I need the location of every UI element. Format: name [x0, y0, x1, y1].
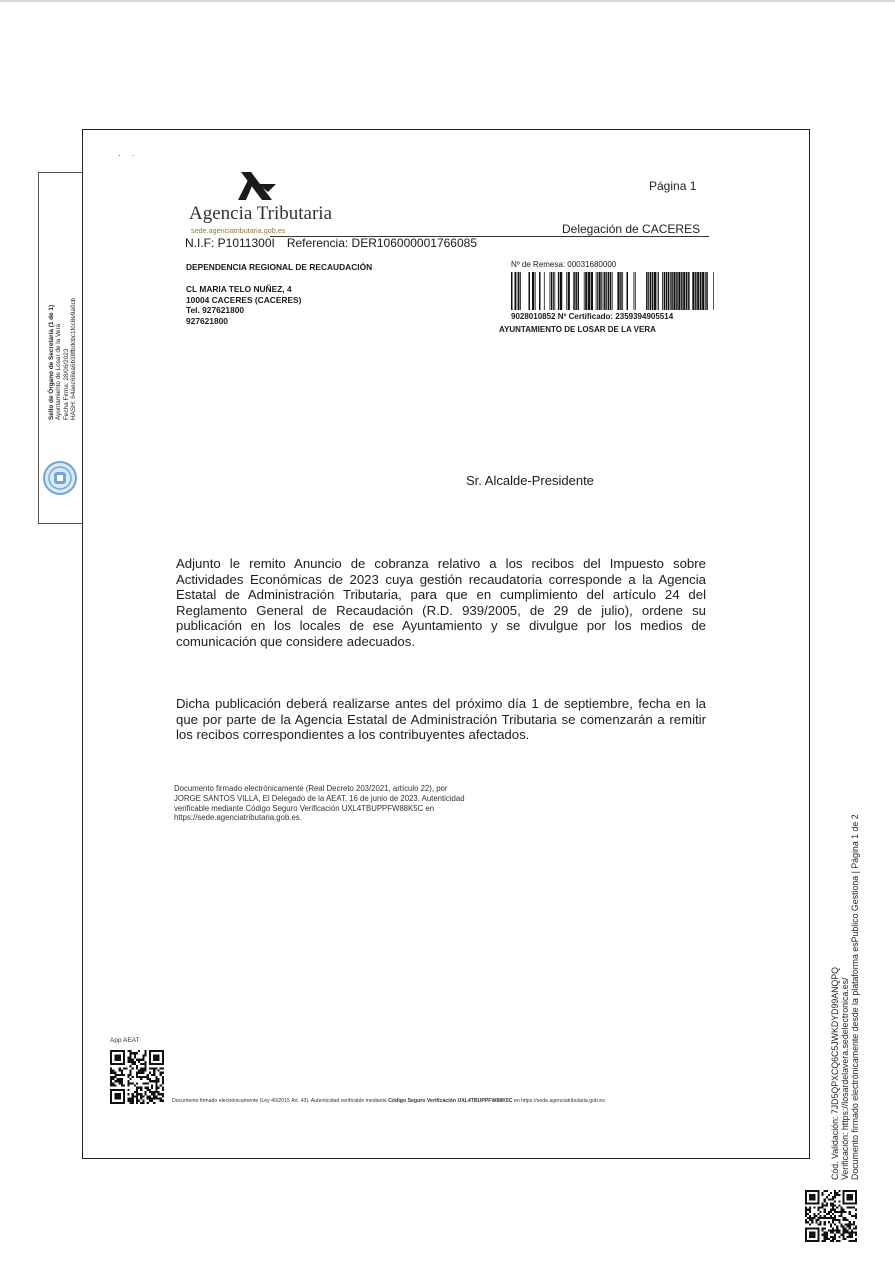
electronic-signature — [174, 784, 544, 823]
certificate-number: 9028010852 Nº Certificado: 2359394905514 — [511, 312, 674, 321]
nif: N.I.F: P1011300I — [185, 236, 275, 250]
agency-name: Agencia Tributaria — [189, 203, 333, 224]
recipient-name: AYUNTAMIENTO DE LOSAR DE LA VERA — [499, 325, 656, 334]
qr-code-icon — [110, 1050, 164, 1104]
sender-office: DEPENDENCIA REGIONAL DE RECAUDACIÓN — [186, 262, 373, 272]
validation-qr-code-icon — [805, 1190, 857, 1242]
body-paragraph-2: Dicha publicación deberá realizarse antes del próximo día 1 de septiembre, fecha en la que por parte de la Agencia Estatal de Administración Tributaria se comenzarán a remitir los recibos correspondientes a los contribuyentes afectados. — [176, 696, 706, 743]
validation-block — [830, 790, 860, 1180]
validation-line: Cód. Validación: 7JD5QPXCQ6C5JWKDYD99ANQPQ — [830, 967, 840, 1180]
reference: Referencia: DER106000001766085 — [286, 236, 477, 250]
footer-url: en https://sede.agenciatributaria.gob.es — [512, 1098, 605, 1104]
barcode-icon — [511, 272, 714, 310]
validation-line: Documento firmado electrónicamente desde la plataforma esPublico Gestiona | Página 1 de 2 — [850, 814, 860, 1180]
registry-stamp-text — [48, 160, 77, 420]
page-number: Página 1 — [649, 179, 697, 193]
address-line: 927621800 — [186, 315, 228, 326]
address-line: CL MARIA TELO NUÑEZ, 4 — [186, 284, 292, 294]
agency-url: sede.agenciatributaria.gob.es — [191, 226, 286, 235]
signature-line: verificable mediante Código Seguro Verificación UXL4TBUPPFW88K5C en — [174, 803, 435, 813]
scan-mark: · · — [118, 150, 139, 160]
stamp-line: Ayuntamiento de Losar de la Vera — [55, 323, 63, 420]
stamp-line: Fecha Firma: 28/06/2023 — [62, 348, 70, 420]
sender-address — [186, 284, 301, 326]
footer-csv: Código Seguro Verificación UXL4TBUPPFW88K5C — [388, 1098, 513, 1104]
body-paragraph-1: Adjunto le remito Anuncio de cobranza relativo a los recibos del Impuesto sobre Actividades Económicas de 2023 cuya gestión recaudatoria corresponde a la Agencia Estatal de Administración Tributaria, para que en cumplimiento del artículo 24 del Reglamento General de Recaudación (R.D. 939/2005, de 29 de julio), ordene su publicación en los locales de ese Ayuntamiento y se divulgue por los medios de comunicación que considere adecuados. — [176, 556, 706, 649]
footer-verification — [172, 1098, 605, 1104]
app-label: App AEAT — [110, 1037, 140, 1044]
top-border — [0, 0, 895, 2]
seal-icon — [42, 460, 78, 496]
nif-reference-line — [185, 236, 477, 250]
delegation: Delegación de CACERES — [562, 222, 701, 236]
stamp-line: Sello de Órgano de Secretaría (1 de 1) — [48, 304, 55, 420]
stamp-line: HASH: 64aec68ea6b38fbdcbc1fcc8e9a0cb — [69, 297, 77, 420]
address-line: Tel. 927621800 — [186, 305, 245, 316]
remesa-number: Nº de Remesa: 00031680000 — [511, 260, 617, 269]
signature-line: https://sede.agenciatributaria.gob.es. — [174, 813, 302, 823]
address-line: 10004 CACERES (CACERES) — [186, 294, 302, 305]
salutation: Sr. Alcalde-Presidente — [466, 473, 594, 488]
footer-text: Documento firmado electrónicamente (Ley 40/2015 Art. 43). Autenticidad verificable mediante — [172, 1098, 389, 1104]
validation-line: Verificación: https://losardelavera.sedelectronica.es/ — [840, 977, 850, 1180]
signature-line: JORGE SANTOS VILLA, El Delegado de la AEAT, 16 de junio de 2023. Autenticidad — [174, 793, 465, 803]
signature-line: Documento firmado electrónicamente (Real Decreto 203/2021, artículo 22), por — [174, 784, 448, 793]
